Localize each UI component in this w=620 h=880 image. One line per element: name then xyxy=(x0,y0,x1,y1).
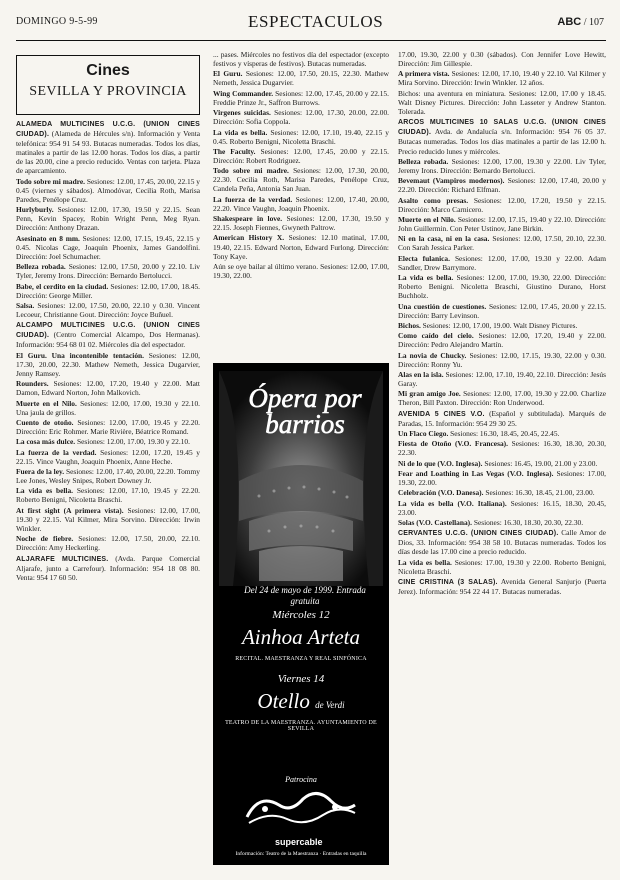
listing-entry xyxy=(16,177,200,204)
listings-column-2 xyxy=(213,50,389,354)
cines-title: Cines xyxy=(86,62,130,79)
ad-footer: Información: Teatro de la Maestranza · Entradas en taquilla xyxy=(235,851,367,857)
listing-title: El Guru. xyxy=(213,69,243,79)
listing-entry xyxy=(16,282,200,300)
listing-entry xyxy=(398,157,606,175)
listing-title: American History X. xyxy=(213,233,285,243)
listing-title: Asalto como presas. xyxy=(398,195,469,205)
listing-title: Virgenes suicidas. xyxy=(213,108,271,118)
sponsor-name: supercable xyxy=(275,837,323,847)
supercable-logo-icon xyxy=(239,787,363,833)
header-publication xyxy=(557,16,604,28)
listing-title: Ni en la casa, ni en la casa. xyxy=(398,234,490,244)
listing-text: Sesiones: 12.00, 17.10, 19.40, 22.10. Dirección: Jesús Garay. xyxy=(398,369,606,388)
page-header xyxy=(16,12,606,41)
listing-entry xyxy=(398,469,606,487)
listing-entry xyxy=(398,439,606,457)
listing-text: (Alameda de Hércules s/n). Información y Venta telefónica: 954 91 54 93. Butacas numeradas. Todos los días, matinales a partir de las 12.00 horas. Todos los días, a partir de las 20.00, cine a precio reducido. Ventas con tarjeta. Plaza de aparcamiento. xyxy=(16,129,200,176)
listing-text: Sesiones: 16.30, 18.30, 20.30, 22.30. xyxy=(473,518,584,527)
listing-entry xyxy=(213,214,389,232)
listing-title: Salsa. xyxy=(16,300,35,310)
listing-title: Fear and Loathing in Las Vegas (V.O. Inglesa). xyxy=(398,468,554,478)
listing-title: ALJARAFE MULTICINES. xyxy=(16,555,109,563)
listing-text: Sesiones: 12.00, 17.50, 20.10, 22.30. Con Sarah Jessica Parker. xyxy=(398,234,606,253)
listing-text: Sesiones: 12.00, 17.40, 20.00 y 22.20. Dirección: Richard Elfman. xyxy=(398,176,606,195)
listing-text: Sesiones: 12.00, 17.10, 19.45 y 22.20. Roberto Benigni, Nicoletta Braschi. xyxy=(16,486,200,505)
listing-text: Avda. de Andalucía s/n. Información: 954 76 05 37. Butacas numeradas. Todos los días matinales a partir de las 12.00 h. Precio reducido lunes y miércoles. xyxy=(398,127,606,156)
listing-entry xyxy=(398,302,606,320)
listing-entry xyxy=(16,351,200,378)
listing-entry xyxy=(398,273,606,300)
page-number: / 107 xyxy=(583,17,604,28)
listing-text: Sesiones: 12.00, 17.20, 19.40 y 22.00. Dirección: Pedro Alejandro Martín. xyxy=(398,331,606,350)
listing-title: Muerte en el Nilo. xyxy=(16,398,77,408)
listing-title: At first sight (A primera vista). xyxy=(16,505,124,515)
listing-entry xyxy=(16,506,200,533)
listing-text: Calle Amor de Dios, 33. Información: 954 38 58 10. Butacas numeradas. Todos los días desde las 17.00 cine a precio reducido. xyxy=(398,528,606,557)
listing-entry xyxy=(398,351,606,369)
listing-entry xyxy=(398,69,606,87)
listing-title: La fuerza de la verdad. xyxy=(213,194,293,204)
listing-entry xyxy=(213,233,389,260)
listing-entry xyxy=(398,254,606,272)
listing-entry xyxy=(16,301,200,319)
listing-entry xyxy=(16,262,200,280)
event-1-day: Miércoles 12 xyxy=(272,609,330,621)
listing-text: Sesiones: 16.30, 18.45, 21.00, 23.00. xyxy=(485,488,595,498)
event-1-name: Ainhoa Arteta xyxy=(241,625,361,649)
listing-entry xyxy=(16,467,200,485)
listing-text: Sesiones: 12.00, 17.30, 19.50 y 22.15. Sean Penn, Kevin Spacey, Robin Wright Penn, Meg Ryan. Dirección: Anthony Drazan. xyxy=(16,205,200,233)
listing-title: Solas (V.O. Castellana). xyxy=(398,518,472,527)
listing-text: Sesiones: 12.00, 17.00, 19.30 y 22.10. Una jaula de grillos. xyxy=(16,398,200,417)
listing-entry xyxy=(16,379,200,397)
listing-text: Sesiones: 12.00, 17.45, 20.00 y 22.15. Freddie Prinze Jr., Saffron Burrows. xyxy=(213,88,389,107)
listing-text: Sesiones: 12.00, 17.30, 19.50 y 22.15. Joseph Fiennes, Gwyneth Paltrow. xyxy=(213,214,389,233)
listing-entry xyxy=(398,370,606,388)
ad-title: Ópera por barrios xyxy=(248,383,362,439)
listing-text: Sesiones: 16.30, 18.30, 20.30, 22.30. xyxy=(398,439,606,458)
listing-title: Babe, el cerdito en la ciudad. xyxy=(16,281,109,291)
listing-entry xyxy=(398,176,606,194)
listing-entry xyxy=(398,215,606,233)
listing-title: La vida es bella. xyxy=(398,557,452,567)
listing-title: Muerte en el Nilo. xyxy=(398,214,456,224)
listing-title: La novia de Chucky. xyxy=(398,350,467,360)
listing-text: Sesiones: 12.00, 17.45, 20.00 y 22.15. Dirección: Barry Levinson. xyxy=(398,301,606,320)
listing-title: Bevemaut (Vampiros modernos). xyxy=(398,176,505,186)
event-2-name xyxy=(213,689,389,714)
header-section-title: ESPECTACULOS xyxy=(248,12,384,31)
listing-title: La fuerza de la verdad. xyxy=(16,447,97,457)
listing-entry xyxy=(398,558,606,576)
listing-text: Sesiones: 12.00, 17.45, 20.00, 22.15 y 0.45 (viernes y sábados). Almodóvar, Cecilia Roth, Marisa Paredes, Penélope Cruz. xyxy=(16,176,200,204)
listing-entry xyxy=(16,437,200,446)
listing-entry xyxy=(213,195,389,213)
listing-entry xyxy=(16,418,200,436)
listing-title: CINE CRISTINA (3 SALAS). xyxy=(398,579,498,587)
listing-text: Sesiones: 12.00, 17.00, 19.30, 22.00. Dirección: Roberto Benigni. Nicoletta Braschi, Giustino Durano, Horst Buchholz. xyxy=(398,273,606,301)
listing-text: Bichos: una aventura en miniatura. Sesiones: 12.00, 17.00 y 18.45. Walt Disney Pictures. Dirección: John Lasseter y Andrew Stanton. Tolerada. xyxy=(398,88,606,116)
listing-title: Fiesta de Otoño (V.O. Francesa). xyxy=(398,439,508,449)
listing-text: Sesiones: 12.00, 17.00, 18.45. Dirección: George Miller. xyxy=(16,281,200,300)
listing-entry xyxy=(398,196,606,214)
listing-title: El Guru. Una incontenible tentación. xyxy=(16,350,144,360)
listing-title: La vida es bella. xyxy=(213,127,268,137)
listing-text: Sesiones: 12.00, 17.50, 20.00, 22.10. Dirección: Amy Heckerling. xyxy=(16,534,200,553)
listing-text: 17.00, 19.30, 22.00 y 0.30 (sábados). Con Jennifer Love Hewitt, Dirección: Jim Gillespie. xyxy=(398,50,606,69)
listing-entry xyxy=(398,528,606,556)
listing-text: Sesiones: 12.00, 17.20, 19.50 y 22.15. Dirección: Marco Carnicero. xyxy=(398,195,606,214)
listing-title: Belleza robada. xyxy=(398,156,449,166)
listing-title: La vida es bella. xyxy=(16,486,74,496)
listing-title: Mi gran amigo Joe. xyxy=(398,389,461,399)
listing-entry xyxy=(213,69,389,87)
listing-title: Alas en la isla. xyxy=(398,369,444,379)
listing-entry xyxy=(16,448,200,466)
listing-text: Sesiones: 12.00, 17.45, 20.00 y 22.15. Dirección: Robert Rodriguez. xyxy=(213,146,389,165)
listing-entry xyxy=(16,486,200,504)
listing-title: Ni de lo que (V.O. Inglesa). xyxy=(398,458,483,468)
listing-text: (Centro Comercial Alcampo, Dos Hermanas). Información: 954 68 01 02. Miércoles día del espectador. xyxy=(16,330,200,350)
listing-entry xyxy=(398,331,606,349)
listing-text: Sesiones: 16.45, 19.00, 21.00 y 23.00. xyxy=(484,458,598,468)
listing-text: Sesiones: 12.10 matinal, 17.00, 19.40, 22.15. Edward Norton, Edward Furlong. Dirección: Tony Kaye. xyxy=(213,233,389,261)
listing-entry xyxy=(398,459,606,468)
listing-entry xyxy=(398,389,606,407)
listing-text: Sesiones: 12.00, 17.00, 19.45 y 22.20. Dirección: Eric Rohmer. Marie Rivière, Béatrice Romand. xyxy=(16,417,200,437)
listing-entry xyxy=(398,117,606,155)
listing-entry xyxy=(213,50,389,68)
listing-text: Sesiones: 12.00, 17.00, 19.30 y 22.00. Adam Sandler, Drew Barrymore. xyxy=(398,253,606,272)
listing-entry xyxy=(16,399,200,417)
listing-text: Sesiones: 17.00, 19.30, 22.00. xyxy=(398,468,606,488)
listing-title: Todo sobre mi madre. xyxy=(16,176,85,186)
listing-title: Noche de fiebre. xyxy=(16,534,74,544)
event-1-note: RECITAL. MAESTRANZA Y REAL SINFÓNICA xyxy=(235,656,367,662)
listing-entry xyxy=(213,147,389,165)
listing-title: CERVANTES U.C.G. (UNION CINES CIUDAD). xyxy=(398,530,559,538)
listing-text: Sesiones: 12.00, 17.30, 20.00, 22.30. Cecilia Roth, Marisa Paredes, Penélope Cruz, Candela Peña, Antonia San Juan. xyxy=(213,166,389,194)
listing-text: Sesiones: 12.00, 17.15, 19.45, 22.15 y 0.45. Nicolas Cage, Joaquín Phoenix, James Gandolfini. Dirección: Joel Schumacher. xyxy=(16,233,200,261)
listing-title: Todo sobre mi madre. xyxy=(213,166,289,176)
listing-text: Sesiones: 12.00, 17.00, 19.30 y 22.00. Liv Tyler, Jeremy Irons. Dirección: Bernardo Bertolucci. xyxy=(398,156,606,175)
opera-advertisement xyxy=(213,363,389,865)
header-date: DOMINGO 9-5-99 xyxy=(16,16,98,27)
listing-text: Aún se oye bailar al último verano. Sesiones: 12.00, 17.00, 19.30, 22.00. xyxy=(213,261,389,281)
listing-title: La vida es bella (V.O. Italiana). xyxy=(398,498,507,508)
listing-text: Sesiones: 12.00, 17.10, 19.40, 22.15 y 0.45. Roberto Benigni, Nicoletta Braschi. xyxy=(213,127,389,146)
listing-entry xyxy=(398,321,606,330)
listing-title: ALAMEDA MULTICINES U.C.G. (UNION CINES CIUDAD). xyxy=(16,121,200,139)
listing-entry xyxy=(398,234,606,252)
listing-entry xyxy=(398,429,606,438)
cines-section-box xyxy=(16,55,200,115)
listing-text: Sesiones: 12.00, 17.20, 19.45 y 22.15. Vince Vaughn, Joaquin Phoenix, Anne Heche. xyxy=(16,447,200,466)
listing-title: Como caído del cielo. xyxy=(398,331,474,341)
listing-entry xyxy=(213,128,389,146)
listing-title: Celebración (V.O. Danesa). xyxy=(398,488,484,498)
listing-title: Hurlyburly. xyxy=(16,205,54,215)
listing-entry xyxy=(398,409,606,428)
event-2-title: Otello xyxy=(257,689,310,713)
listing-entry xyxy=(16,205,200,232)
listing-title: Asesinato en 8 mm. xyxy=(16,233,80,243)
cines-subtitle: SEVILLA Y PROVINCIA xyxy=(29,84,187,99)
listings-column-3 xyxy=(398,50,606,870)
listing-entry xyxy=(398,50,606,68)
listing-text: Sesiones: 17.00, 19.30 y 22.00. Roberto Benigni, Nicoletta Braschi. xyxy=(398,557,606,576)
listing-text: (Avda. Parque Comercial Aljarafe, junto a Carrefour). Información: 954 18 08 80. Venta: 954 17 60 50. xyxy=(16,553,200,582)
event-2-composer: de Verdi xyxy=(315,700,345,710)
listing-title: La cosa más dulce. xyxy=(16,437,76,447)
listings-column-1 xyxy=(16,119,200,867)
listing-title: ALCAMPO MULTICINES U.C.G. (UNION CINES CIUDAD). xyxy=(16,322,200,340)
listing-text: Sesiones: 12.00, 17.40, 20.00, 22.20. Tommy Lee Jones, Wesley Snipes, Robert Downey Jr. xyxy=(16,467,200,486)
listing-text: ... pases. Miércoles no festivos día del espectador (excepto festivos y vísperas de festivos). Butacas numeradas. xyxy=(213,50,389,69)
listing-title: Electa fulanica. xyxy=(398,253,450,263)
listing-title: Cuento de otoño. xyxy=(16,417,74,427)
listing-title: Belleza robada. xyxy=(16,262,66,272)
listing-title: Wing Commander. xyxy=(213,88,274,98)
listing-text: Sesiones: 12.00, 17.10, 19.40 y 22.10. Val Kilmer y Mira Sorvino. Dirección: Irwin Winkler. 12 años. xyxy=(398,69,606,88)
listing-text: Sesiones: 12.00, 17.00, 19.00. Walt Disney Pictures. xyxy=(422,320,578,330)
listing-entry xyxy=(398,577,606,596)
listing-title: AVENIDA 5 CINES V.O. xyxy=(398,410,485,418)
listing-text: Sesiones: 12.00, 17.50, 20.00 y 22.10. Liv Tyler, Jeremy Irons. Dirección: Bernardo Bertolucci. xyxy=(16,262,200,281)
listing-text: Sesiones: 12.00, 17.50, 20.15, 22.30. Mathew Nemeth, Jessica Dugarvier. xyxy=(213,69,389,88)
listing-entry xyxy=(16,234,200,261)
listing-entry xyxy=(213,89,389,107)
listing-text: Sesiones: 12.00, 17.15, 19.30, 22.00 y 0.30. Dirección: Ronny Yu. xyxy=(398,350,606,369)
sponsor-label: Patrocina xyxy=(285,775,317,784)
listing-text: Sesiones: 12.00, 17.40, 20.00, 22.20. Vince Vaughn, Joaquin Phoenix. xyxy=(213,194,389,213)
listing-text: Avenida General Sanjurjo (Puerta Jerez). Información: 954 22 44 17. Butacas numeradas. xyxy=(398,577,606,597)
listing-entry xyxy=(213,108,389,126)
listing-title: Rounders. xyxy=(16,379,49,389)
listing-text: Sesiones: 12.00, 17.00, 19.30 y 22.00. Charlize Theron, Bill Paxton. Dirección: Ron Underwood. xyxy=(398,389,606,408)
listing-text: (Español y subtitulada). Marqués de Paradas, 15. Información: 954 29 30 25. xyxy=(398,408,606,428)
event-2-note: TEATRO DE LA MAESTRANZA. AYUNTAMIENTO DE SEVILLA xyxy=(225,720,377,732)
listing-text: Sesiones: 12.00, 17.00, 19.30 y 22.15. Val Kilmer, Mira Sorvino. Dirección: Irwin Winkler. xyxy=(16,505,200,533)
listing-title: Shakespeare in love. xyxy=(213,214,283,224)
listing-entry xyxy=(16,554,200,582)
listing-title: ARCOS MULTICINES 10 SALAS U.C.G. (UNION CINES CIUDAD). xyxy=(398,119,606,137)
listing-text: Sesiones: 12.00, 17.30, 20.00, 22.30. Mathew Nemeth, Jessica Dugarvier, Jenny Ramsey. xyxy=(16,350,200,378)
listing-entry xyxy=(398,499,606,517)
listing-text: Sesiones: 12.00, 17.00, 19.30 y 22.10. xyxy=(77,437,190,447)
listing-entry xyxy=(213,262,389,280)
listing-text: Sesiones: 12.00, 17.30, 20.00, 22.00. Dirección: Sofia Coppola. xyxy=(213,108,389,127)
listing-entry xyxy=(398,488,606,497)
listing-text: Sesiones: 12.00, 17.50, 20.00, 22.10 y 0.30. Vincent Lecoeur, Christianne Gout. Dirección: Joyce Buñuel. xyxy=(16,300,200,319)
listing-title: Fuera de la ley. xyxy=(16,467,65,476)
listing-text: Sesiones: 12.00, 17.20, 19.40 y 22.00. Matt Damon, Edward Norton, John Malkovich. xyxy=(16,379,200,398)
listing-title: The Faculty. xyxy=(213,146,256,156)
publication-name: ABC xyxy=(557,16,582,28)
listing-text: Sesiones: 16.15, 18.30, 20.45, 23.00. xyxy=(398,498,606,517)
listing-entry xyxy=(213,166,389,193)
listing-entry xyxy=(16,119,200,176)
ad-dates: Del 24 de mayo de 1999. Entrada gratuita xyxy=(244,585,366,606)
listing-entry xyxy=(398,518,606,527)
listing-title: Un Flaco Ciego. xyxy=(398,429,449,439)
listing-title: Bichos. xyxy=(398,320,421,330)
listing-title: Una cuestión de cuestiones. xyxy=(398,301,487,311)
listing-text: Sesiones: 12.00, 17.15, 19.40 y 22.10. Dirección: John Guillermin. Con Peter Ustinov, Jane Birkin. xyxy=(398,214,606,233)
listing-title: A primera vista. xyxy=(398,69,450,79)
listing-title: La vida es bella. xyxy=(398,273,454,283)
listing-entry xyxy=(398,89,606,116)
listing-entry xyxy=(16,320,200,349)
listing-text: Sesiones: 16.30, 18.45, 20.45, 22.45. xyxy=(450,429,560,439)
event-2-day: Viernes 14 xyxy=(277,673,325,685)
listing-entry xyxy=(16,534,200,552)
